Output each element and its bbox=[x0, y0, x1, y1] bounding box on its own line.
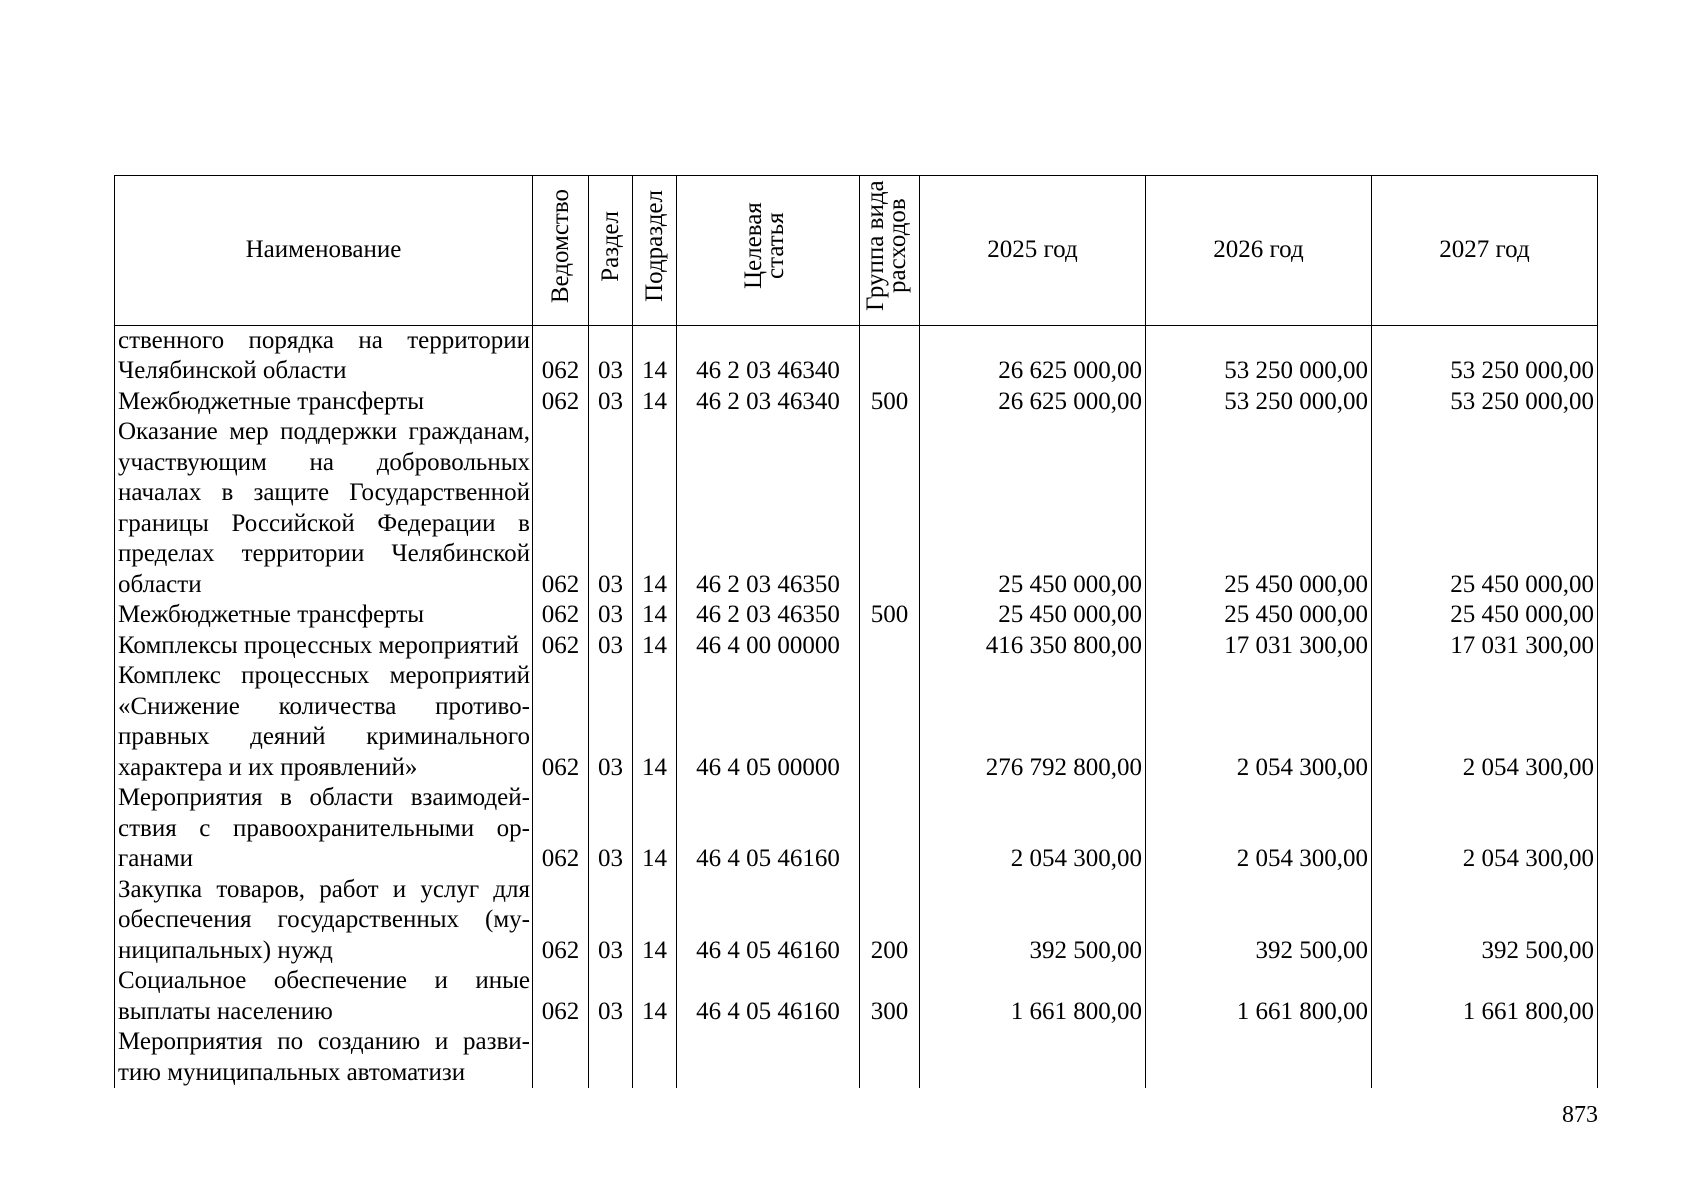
cell-year-2026: 25 450 000,00 bbox=[1146, 600, 1372, 631]
cell-gruppa-vida-rashodov: 500 bbox=[860, 600, 920, 631]
cell-vedomstvo: 062 bbox=[533, 325, 589, 387]
cell-celevaya-statya: 46 4 05 46160 bbox=[677, 875, 860, 967]
cell-podrazdel bbox=[633, 1027, 677, 1088]
cell-year-2026: 2 054 300,00 bbox=[1146, 661, 1372, 783]
cell-celevaya-statya: 46 2 03 46340 bbox=[677, 325, 860, 387]
cell-name: Межбюджетные трансферты bbox=[115, 600, 533, 631]
cell-year-2027: 25 450 000,00 bbox=[1372, 417, 1598, 600]
cell-year-2025: 1 661 800,00 bbox=[920, 966, 1146, 1027]
header-vedomstvo bbox=[533, 176, 589, 326]
cell-year-2027 bbox=[1372, 1027, 1598, 1088]
cell-year-2027: 392 500,00 bbox=[1372, 875, 1598, 967]
cell-year-2026: 392 500,00 bbox=[1146, 875, 1372, 967]
cell-gruppa-vida-rashodov bbox=[860, 783, 920, 875]
cell-name: Межбюджетные трансферты bbox=[115, 387, 533, 418]
header-name-label: Наименование bbox=[245, 236, 402, 263]
cell-razdel: 03 bbox=[589, 875, 633, 967]
cell-year-2027: 2 054 300,00 bbox=[1372, 783, 1598, 875]
cell-name: Мероприятия в области взаимодействия с правоохранительными органами bbox=[115, 783, 533, 875]
cell-year-2025: 392 500,00 bbox=[920, 875, 1146, 967]
cell-gruppa-vida-rashodov: 300 bbox=[860, 966, 920, 1027]
table-row bbox=[115, 661, 1598, 783]
header-year-2027-label: 2027 год bbox=[1439, 236, 1530, 263]
table-row bbox=[115, 417, 1598, 600]
cell-gruppa-vida-rashodov: 500 bbox=[860, 387, 920, 418]
header-vedomstvo-label: Ведомство bbox=[546, 188, 574, 304]
cell-year-2027: 2 054 300,00 bbox=[1372, 661, 1598, 783]
header-gruppa-vida-rashodov-label: Группа вида расходов bbox=[861, 180, 911, 312]
table-row bbox=[115, 966, 1598, 1027]
cell-razdel: 03 bbox=[589, 966, 633, 1027]
cell-vedomstvo: 062 bbox=[533, 631, 589, 662]
cell-gruppa-vida-rashodov bbox=[860, 661, 920, 783]
cell-name: ственного порядка на территории Челябинской области bbox=[115, 325, 533, 387]
header-razdel bbox=[589, 176, 633, 326]
cell-year-2025: 416 350 800,00 bbox=[920, 631, 1146, 662]
table-row bbox=[115, 783, 1598, 875]
cell-vedomstvo: 062 bbox=[533, 387, 589, 418]
cell-razdel: 03 bbox=[589, 600, 633, 631]
cell-razdel: 03 bbox=[589, 631, 633, 662]
cell-podrazdel: 14 bbox=[633, 387, 677, 418]
cell-podrazdel: 14 bbox=[633, 417, 677, 600]
cell-celevaya-statya: 46 4 05 46160 bbox=[677, 783, 860, 875]
header-gruppa-vida-rashodov bbox=[860, 176, 920, 326]
cell-year-2026: 53 250 000,00 bbox=[1146, 387, 1372, 418]
cell-year-2026: 25 450 000,00 bbox=[1146, 417, 1372, 600]
header-celevaya-statya-label: Целевая статья bbox=[740, 202, 789, 290]
cell-name: Закупка товаров, работ и услуг для обеспечения государственных (муниципальных) нужд bbox=[115, 875, 533, 967]
cell-celevaya-statya: 46 4 05 46160 bbox=[677, 966, 860, 1027]
cell-vedomstvo: 062 bbox=[533, 875, 589, 967]
cell-razdel: 03 bbox=[589, 661, 633, 783]
header-year-2027 bbox=[1372, 176, 1598, 326]
cell-gruppa-vida-rashodov: 200 bbox=[860, 875, 920, 967]
cell-razdel: 03 bbox=[589, 325, 633, 387]
table-row bbox=[115, 631, 1598, 662]
cell-vedomstvo: 062 bbox=[533, 600, 589, 631]
cell-year-2025: 276 792 800,00 bbox=[920, 661, 1146, 783]
cell-podrazdel: 14 bbox=[633, 783, 677, 875]
cell-year-2027: 25 450 000,00 bbox=[1372, 600, 1598, 631]
cell-name: Мероприятия по созданию и развитию муниципальных автоматизи bbox=[115, 1027, 533, 1088]
cell-podrazdel: 14 bbox=[633, 661, 677, 783]
cell-vedomstvo bbox=[533, 1027, 589, 1088]
cell-podrazdel: 14 bbox=[633, 631, 677, 662]
cell-vedomstvo: 062 bbox=[533, 661, 589, 783]
cell-name: Оказание мер поддержки граждaнам, участвующим на добровольных началах в защите Государственной границы Российской Федерации в пределах территории Челябинской области bbox=[115, 417, 533, 600]
cell-year-2027: 53 250 000,00 bbox=[1372, 325, 1598, 387]
header-year-2026 bbox=[1146, 176, 1372, 326]
header-name bbox=[115, 176, 533, 326]
cell-year-2027: 53 250 000,00 bbox=[1372, 387, 1598, 418]
cell-year-2025: 25 450 000,00 bbox=[920, 417, 1146, 600]
cell-celevaya-statya: 46 2 03 46350 bbox=[677, 600, 860, 631]
cell-celevaya-statya: 46 4 00 00000 bbox=[677, 631, 860, 662]
cell-podrazdel: 14 bbox=[633, 600, 677, 631]
cell-celevaya-statya: 46 2 03 46350 bbox=[677, 417, 860, 600]
cell-name: Социальное обеспечение и иные выплаты населению bbox=[115, 966, 533, 1027]
cell-vedomstvo: 062 bbox=[533, 783, 589, 875]
cell-razdel bbox=[589, 1027, 633, 1088]
header-year-2026-label: 2026 год bbox=[1213, 236, 1304, 263]
cell-podrazdel: 14 bbox=[633, 875, 677, 967]
cell-year-2025 bbox=[920, 1027, 1146, 1088]
cell-year-2026: 17 031 300,00 bbox=[1146, 631, 1372, 662]
header-razdel-label: Раздел bbox=[596, 210, 624, 282]
cell-year-2025: 26 625 000,00 bbox=[920, 325, 1146, 387]
cell-year-2027: 1 661 800,00 bbox=[1372, 966, 1598, 1027]
cell-gruppa-vida-rashodov bbox=[860, 631, 920, 662]
cell-gruppa-vida-rashodov bbox=[860, 1027, 920, 1088]
cell-gruppa-vida-rashodov bbox=[860, 417, 920, 600]
cell-razdel: 03 bbox=[589, 417, 633, 600]
cell-celevaya-statya: 46 2 03 46340 bbox=[677, 387, 860, 418]
cell-vedomstvo: 062 bbox=[533, 966, 589, 1027]
header-year-2025-label: 2025 год bbox=[987, 236, 1078, 263]
cell-gruppa-vida-rashodov bbox=[860, 325, 920, 387]
page-number: 873 bbox=[1562, 1102, 1598, 1128]
cell-year-2025: 26 625 000,00 bbox=[920, 387, 1146, 418]
header-celevaya-statya bbox=[677, 176, 860, 326]
table-row bbox=[115, 875, 1598, 967]
cell-celevaya-statya: 46 4 05 00000 bbox=[677, 661, 860, 783]
header-year-2025 bbox=[920, 176, 1146, 326]
table-header-row bbox=[115, 176, 1598, 326]
table-row bbox=[115, 600, 1598, 631]
cell-year-2025: 25 450 000,00 bbox=[920, 600, 1146, 631]
cell-name: Комплексы процессных мероприятий bbox=[115, 631, 533, 662]
cell-vedomstvo: 062 bbox=[533, 417, 589, 600]
cell-year-2027: 17 031 300,00 bbox=[1372, 631, 1598, 662]
cell-razdel: 03 bbox=[589, 387, 633, 418]
budget-table bbox=[114, 175, 1598, 1088]
cell-celevaya-statya bbox=[677, 1027, 860, 1088]
table-body bbox=[115, 325, 1598, 1088]
header-podrazdel-label: Подраздел bbox=[640, 190, 668, 302]
cell-podrazdel: 14 bbox=[633, 325, 677, 387]
table-row bbox=[115, 325, 1598, 387]
table-row bbox=[115, 387, 1598, 418]
table-row bbox=[115, 1027, 1598, 1088]
cell-razdel: 03 bbox=[589, 783, 633, 875]
cell-year-2026: 2 054 300,00 bbox=[1146, 783, 1372, 875]
cell-year-2026 bbox=[1146, 1027, 1372, 1088]
cell-year-2026: 1 661 800,00 bbox=[1146, 966, 1372, 1027]
cell-year-2025: 2 054 300,00 bbox=[920, 783, 1146, 875]
cell-name: Комплекс процессных мероприятий «Снижение количества противоправных деяний криминального характера и их проявлений» bbox=[115, 661, 533, 783]
cell-year-2026: 53 250 000,00 bbox=[1146, 325, 1372, 387]
header-podrazdel bbox=[633, 176, 677, 326]
cell-podrazdel: 14 bbox=[633, 966, 677, 1027]
